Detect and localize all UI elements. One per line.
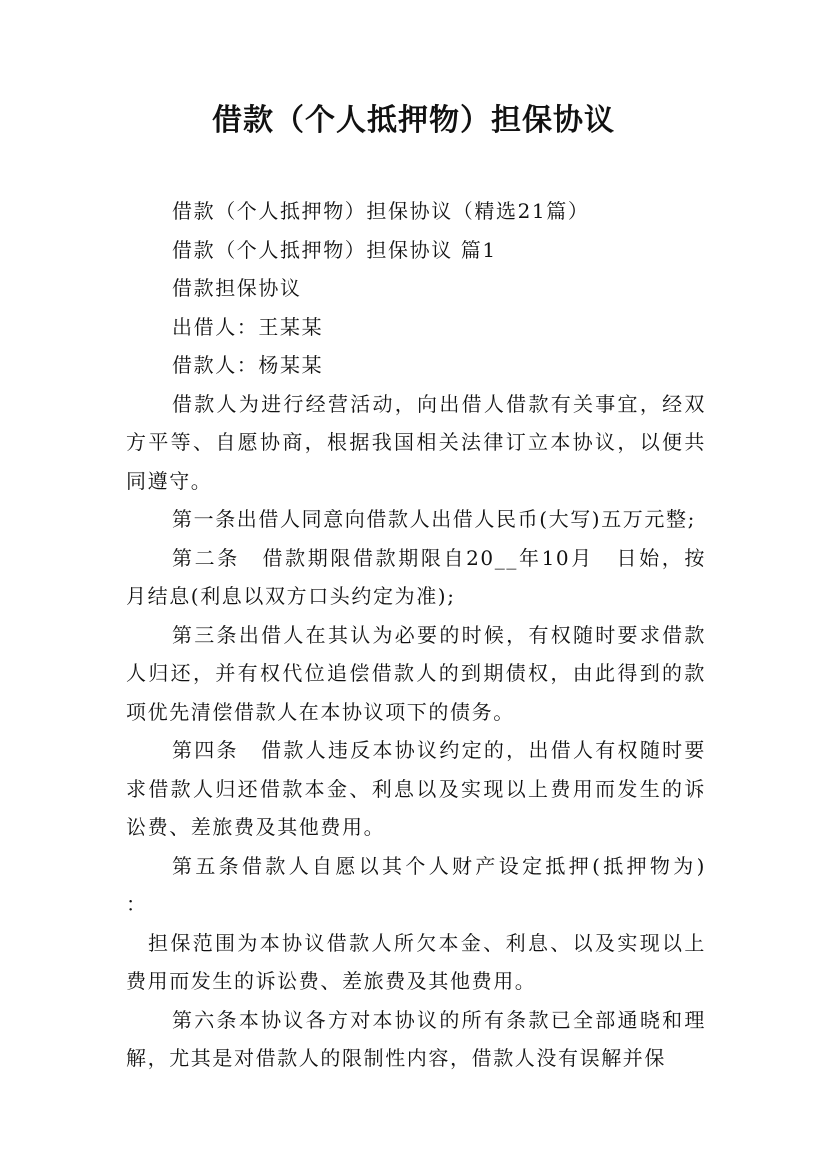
paragraph-preamble: 借款人为进行经营活动，向出借人借款有关事宜，经双方平等、自愿协商，根据我国相关法律订立本协议，以便共同遵守。 [126,391,706,493]
paragraph-collection-heading: 借款（个人抵押物）担保协议（精选21篇） [172,199,590,223]
paragraph-clause-5: 第五条借款人自愿以其个人财产设定抵押(抵押物为) ： [126,853,728,916]
paragraph-clause-6: 第六条本协议各方对本协议的所有条款已全部通晓和理解，尤其是对借款人的限制性内容，借款人没有误解并保 [126,1007,706,1070]
document-body [126,192,728,1078]
paragraph-borrower: 借款人：杨某某 [172,353,324,377]
paragraph-clause-4: 第四条 借款人违反本协议约定的，出借人有权随时要求借款人归还借款本金、利息以及实现以上费用而发生的诉讼费、差旅费及其他费用。 [126,738,706,839]
paragraph-guarantee-scope: 担保范围为本协议借款人所欠本金、利息、以及实现以上费用而发生的诉讼费、差旅费及其他费用。 [126,930,706,993]
paragraph-lender: 出借人：王某某 [172,314,324,339]
paragraph-agreement-name: 借款担保协议 [172,276,302,300]
paragraph-article-heading: 借款（个人抵押物）担保协议 篇1 [172,237,497,262]
paragraph-clause-1: 第一条出借人同意向借款人出借人民币(大写)五万元整; [172,507,696,531]
document-title: 借款（个人抵押物）担保协议 [212,103,615,138]
paragraph-clause-3: 第三条出借人在其认为必要的时候，有权随时要求借款人归还，并有权代位追偿借款人的到期债权，由此得到的款项优先清偿借款人在本协议项下的债务。 [126,622,706,724]
paragraph-clause-2: 第二条 借款期限借款期限自20__年10月 日始，按月结息(利息以双方口头约定为准); [126,545,706,608]
